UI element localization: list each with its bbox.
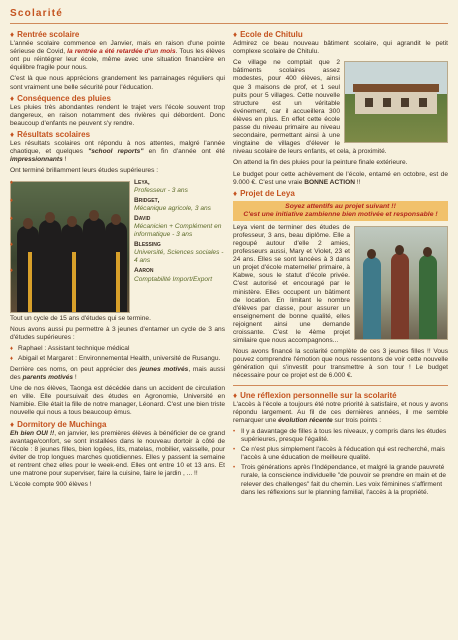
- list-item: • Trois générations après l'Indépendance, et malgré la grande pauvreté rurale, la conscience individuelle "de pouvoir se prendre en main et de relever des challenges" fait du chemin. Les voix féminines s'affirment dans les réflexions sur le planning familial, l'accès à la propriété.: [241, 464, 448, 496]
- paragraph-termine: Ont terminé brillamment leurs études supérieures :: [10, 167, 159, 175]
- graduates-list: [10, 179, 225, 284]
- paragraph-peinture: On attend la fin des pluies pour la peinture finale extérieure.: [233, 159, 408, 167]
- paragraph-cycle: Tout un cycle de 15 ans d'études qui se termine.: [10, 314, 151, 322]
- paragraph-reflexion: L'accès à l'école a toujours été notre priorité à satisfaire, et nous y avons répondu largement. Au fil de ces dernières années, il me semble remarquer une évolution récente sur trois points :: [233, 400, 448, 424]
- list-item: ♦ Leya, Professeur - 3 ans: [18, 179, 225, 195]
- paragraph-taonga: Une de nos élèves, Taonga est décédée dans un accident de circulation en ville. Elle poursuivait des études en Agronomie, Université en Namibie. Elle était la fille de notre manager, Léonard. C'est une bien triste nouvelle qui nous a tous beaucoup émus.: [10, 385, 225, 417]
- heading-reflexion: ♦ Une réflexion personnelle sur la scolarité: [233, 390, 397, 400]
- teachers-photo: [354, 226, 448, 340]
- paragraph-resultats: Les résultats scolaires ont répondu à nos attentes, malgré l'année chaotique, et quelques "school reports" en fin d'année ont été impressionnants !: [10, 140, 225, 164]
- paragraph-eleves: L'école compte 900 élèves !: [10, 481, 92, 489]
- diamond-icon: ♦: [10, 130, 15, 140]
- heading-chitulu: ♦ Ecole de Chitulu: [233, 30, 303, 39]
- left-column: [10, 28, 225, 492]
- list-item: ♦ Abigail et Margaret : Environnemental Health, université de Rusangu.: [18, 355, 225, 363]
- paragraph-village: Ce village ne comptait que 2 bâtiments scolaires assez modestes, pour 400 élèves, ainsi que 3 maisons de prof, et 1 seul puits pour 5 villages. Cette nouvelle structure est un véritable événement, car il accueillera 300 élèves en plus. En effet cette école passe du niveau primaire au niveau secondaire, permettant ainsi à une vingtaine de villages d'élever le niveau scolaire de leurs enfants, et cela, à proximité.: [233, 59, 387, 156]
- heading-resultats: ♦ Résultats scolaires: [10, 130, 91, 140]
- diamond-icon: ♦: [233, 30, 238, 39]
- diamond-icon: ♦: [233, 188, 238, 198]
- paragraph-rentree: L'année scolaire commence en Janvier, mais en raison d'une pointe sérieuse de Covid, la rentrée a été retardée d'un mois. Tous les élèves ont pu réintégrer leur école, même avec une situation financière en équilibre fragile pour nous.: [10, 40, 225, 72]
- reflection-points: [233, 428, 448, 497]
- paragraph-financement: Nous avons financé la scolarité complète de ces 3 jeunes filles !! Vous pouvez comprendre l'émotion que nous ressentons de voir cette nouvelle génération qui s'investit pour transmettre à son tour ! Le budget nécessaire pour ce projet est de 6.000 €.: [233, 348, 448, 380]
- paragraph-budget-chitulu: Le budget pour cette achèvement de l'école, entamé en octobre, est de 9.000 €. C'est une vraie BONNE ACTION !!: [233, 170, 448, 186]
- paragraph-chitulu: Admirez ce beau nouveau bâtiment scolaire, qui agrandit le petit complexe scolaire de Chitulu.: [233, 40, 448, 56]
- page-title: Scolarité: [10, 8, 64, 19]
- heading-rentree: ♦ Rentrée scolaire: [10, 30, 80, 39]
- list-item: ♦ Raphael : Assistant technique médical: [18, 345, 225, 353]
- diamond-icon: ♦: [10, 93, 15, 103]
- right-column: [233, 28, 448, 500]
- paragraph-dormitory: Eh bien OUI !!, en janvier, les premières élèves à bénéficier de ce grand avantage/confort, se sont installées dans le nouveau dortoir à côté de l'école : 8 jeunes filles, bien logées, lits, matelas, mobilier, vaisselle, pour éviter de trop longues marches quotidiennes. Elles y passent la semaine et rentrent chez elles pour le week-end. Elles ont entre 10 et 13 ans. Et une matrone pour superviser, faire la cuisine, faire le jardin , ... !!: [10, 429, 226, 478]
- heading-dormitory: ♦ Dormitory de Muchinga: [10, 419, 107, 429]
- callout-box: Soyez attentifs au projet suivant !! C'est une initiative zambienne bien motivée et responsable !: [233, 201, 448, 221]
- paragraph-pluies: Les pluies très abondantes rendent le trajet vers l'école souvent trop dangereux, en raison notamment des rivières qui débordent. Donc beaucoup d'enfants ne peuvent s'y rendre.: [10, 103, 225, 127]
- diamond-icon: ♦: [10, 419, 15, 429]
- paragraph-leya: Leya vient de terminer des études de professeur, 3 ans, beau diplôme. Elle a regoupé autour d'elle 2 amies, professeurs aussi, Mary et Violet, 23 et 24 ans. Elles se sont lancées à 3 dans un projet d'école maternelle/ primaire, à Kabwe, sous le statut d'école privée. C'est autorisé et encouragé par le ministère. Elles occupent un bâtiment de location. En limitant le nombre d'élèves par classe, pour assurer un enseignement de bonne qualité, elles rejoignent ainsi une demande croissante. C'est le 4ème projet similaire que nous accompagnons...: [233, 223, 350, 345]
- paragraph-parrainages: C'est là que nous apprécions grandement les parrainages réguliers qui sont vraiment une belle sécurité pour l'éducation.: [10, 75, 225, 91]
- list-item: ♦ Bridget, Mécanique agricole, 3 ans: [18, 197, 225, 213]
- reflection-box: [233, 385, 448, 497]
- list-item: ♦ Aaron Comptabilité Import/Export: [18, 267, 225, 283]
- list-item: • Il y a davantage de filles à tous les niveaux, y compris dans les études supérieures, presque l'égalité.: [241, 428, 448, 444]
- title-divider: [10, 23, 448, 24]
- heading-leya: ♦ Projet de Leya: [233, 188, 295, 198]
- paragraph-nouveaux: Nous avons aussi pu permettre à 3 jeunes d'entamer un cycle de 3 ans d'études supérieures :: [10, 325, 225, 341]
- heading-consequence: ♦ Conséquence des pluies: [10, 93, 111, 103]
- school-building-photo: [344, 61, 448, 143]
- list-item: ♦ Blessing Université, Sciences sociales - 4 ans: [18, 241, 225, 265]
- paragraph-motives: Derrière ces noms, on peut apprécier des jeunes motivés, mais aussi des parents motivés !: [10, 365, 226, 382]
- diamond-icon: ♦: [233, 390, 238, 400]
- list-item: ♦ David Mécanicien + Complément en informatique - 3 ans: [18, 215, 225, 239]
- list-item: • Ce n'est plus simplement l'accès à l'éducation qui est recherché, mais l'accès à une éducation de meilleure qualité.: [241, 446, 448, 462]
- new-students-list: [10, 345, 225, 363]
- diamond-icon: ♦: [10, 30, 15, 39]
